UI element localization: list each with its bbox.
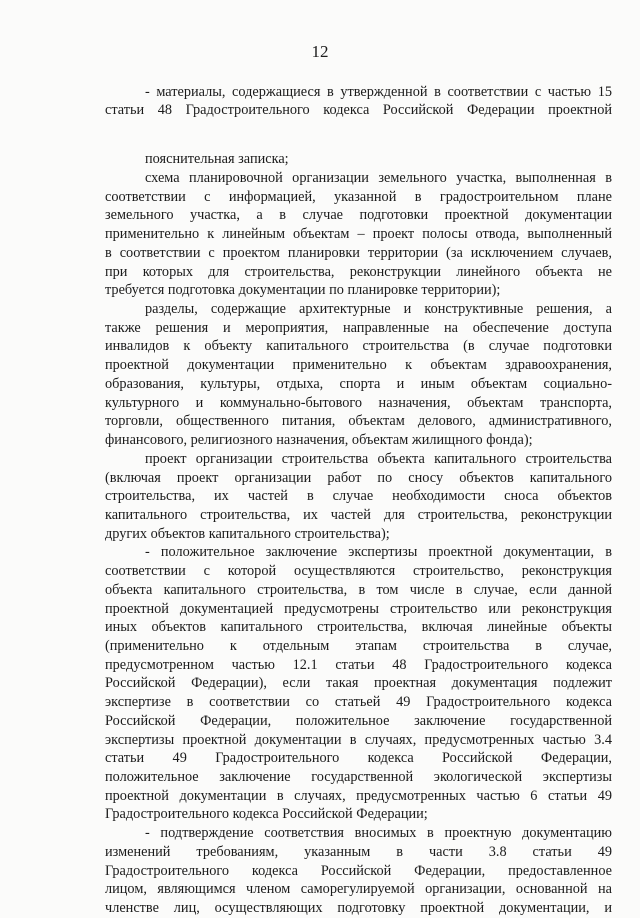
text-line: схема планировочной организации земельного участка, выполненная в — [145, 171, 612, 186]
text-line: строительства, их частей в случае необходимости сноса объектов — [105, 489, 612, 505]
text-line: (применительно к отдельным этапам строительства в случае, — [105, 639, 612, 654]
text-line: проект организации строительства объекта капитального строительства — [145, 451, 612, 467]
text-line: статьи 48 Градостроительного кодекса Российской Федерации проектной — [105, 103, 612, 118]
page-number: 12 — [311, 42, 329, 61]
text-line: соответствии с которой осуществляются строительство, реконструкция — [105, 564, 612, 580]
text-line: Российской Федерации, положительное заключение государственной — [105, 713, 612, 729]
text-line: изменений требованиям, указанным в части 3.8 статьи 49 — [105, 844, 612, 860]
text-line: объекта капитального строительства, в том числе в случае, если данной — [105, 582, 612, 598]
text-line: применительно к линейным объектам – проект полосы отвода, выполненный — [105, 227, 612, 243]
text-line: положительное заключение государственной экологической экспертизы — [105, 770, 612, 786]
text-line: пояснительная записка; — [145, 151, 289, 167]
text-line: земельного участка, а в случае подготовки проектной документации — [105, 208, 612, 224]
text-line: капитального строительства, их частей для строительства, реконструкции — [105, 507, 612, 523]
text-line: других объектов капитального строительства); — [105, 525, 390, 542]
text-line: соответствии с информацией, указанной в градостроительном плане — [105, 189, 612, 205]
text-line: культурного и коммунально-бытового назначения, объектам транспорта, — [105, 395, 612, 411]
text-line: Российской Федерации), если такая проектная документация подлежит — [105, 676, 612, 692]
text-line: проектной документацией предусмотрены строительство или реконструкция — [105, 601, 612, 617]
text-line: экспертизы проектной документации в случаях, предусмотренных частью 3.4 — [105, 732, 612, 748]
text-line: образования, культуры, отдыха, спорта и иным объектам социально- — [105, 376, 612, 392]
text-line: - положительное заключение экспертизы проектной документации, в — [145, 545, 612, 561]
text-line: требуется подготовка документации по планировке территории); — [105, 282, 501, 299]
text-line: при которых для строительства, реконструкции линейного объекта не — [105, 264, 612, 280]
text-line: инвалидов к объекту капитального строительства (в случае подготовки — [105, 339, 612, 355]
text-line: финансового, религиозного назначения, объектам жилищного фонда); — [105, 432, 533, 449]
text-line: статьи 49 Градостроительного кодекса Российской Федерации, — [105, 751, 612, 767]
text-line: - материалы, содержащиеся в утвержденной в соответствии с частью 15 — [145, 85, 612, 100]
text-line: проектной документации применительно к объектам здравоохранения, — [105, 358, 612, 374]
text-line: (включая проект организации работ по сносу объектов капитального — [105, 470, 612, 486]
text-line: в соответствии с проектом планировки территории (за исключением случаев, — [105, 245, 612, 261]
text-line: членстве лиц, осуществляющих подготовку проектной документации, и — [105, 901, 612, 917]
text-line: - подтверждение соответствия вносимых в проектную документацию — [145, 826, 612, 842]
text-line: разделы, содержащие архитектурные и конструктивные решения, а — [145, 302, 612, 318]
text-line: проектной документации в случаях, предусмотренных частью 6 статьи 49 — [105, 788, 612, 804]
text-line: иных объектов капитального строительства, включая линейные объекты — [105, 620, 612, 636]
text-line: Градостроительного кодекса Российской Федерации; — [105, 806, 428, 823]
text-line: лицом, являющимся членом саморегулируемой организации, основанной на — [105, 882, 612, 898]
text-line: Градостроительного кодекса Российской Федерации, предоставленное — [105, 863, 612, 879]
text-line: экспертизе в соответствии со статьей 49 Градостроительного кодекса — [105, 695, 612, 711]
text-line: также решения и мероприятия, направленные на обеспечение доступа — [105, 320, 612, 336]
text-line: торговли, общественного питания, объектам делового, административного, — [105, 414, 612, 430]
text-line: предусмотренном частью 12.1 статьи 48 Градостроительного кодекса — [105, 657, 612, 673]
